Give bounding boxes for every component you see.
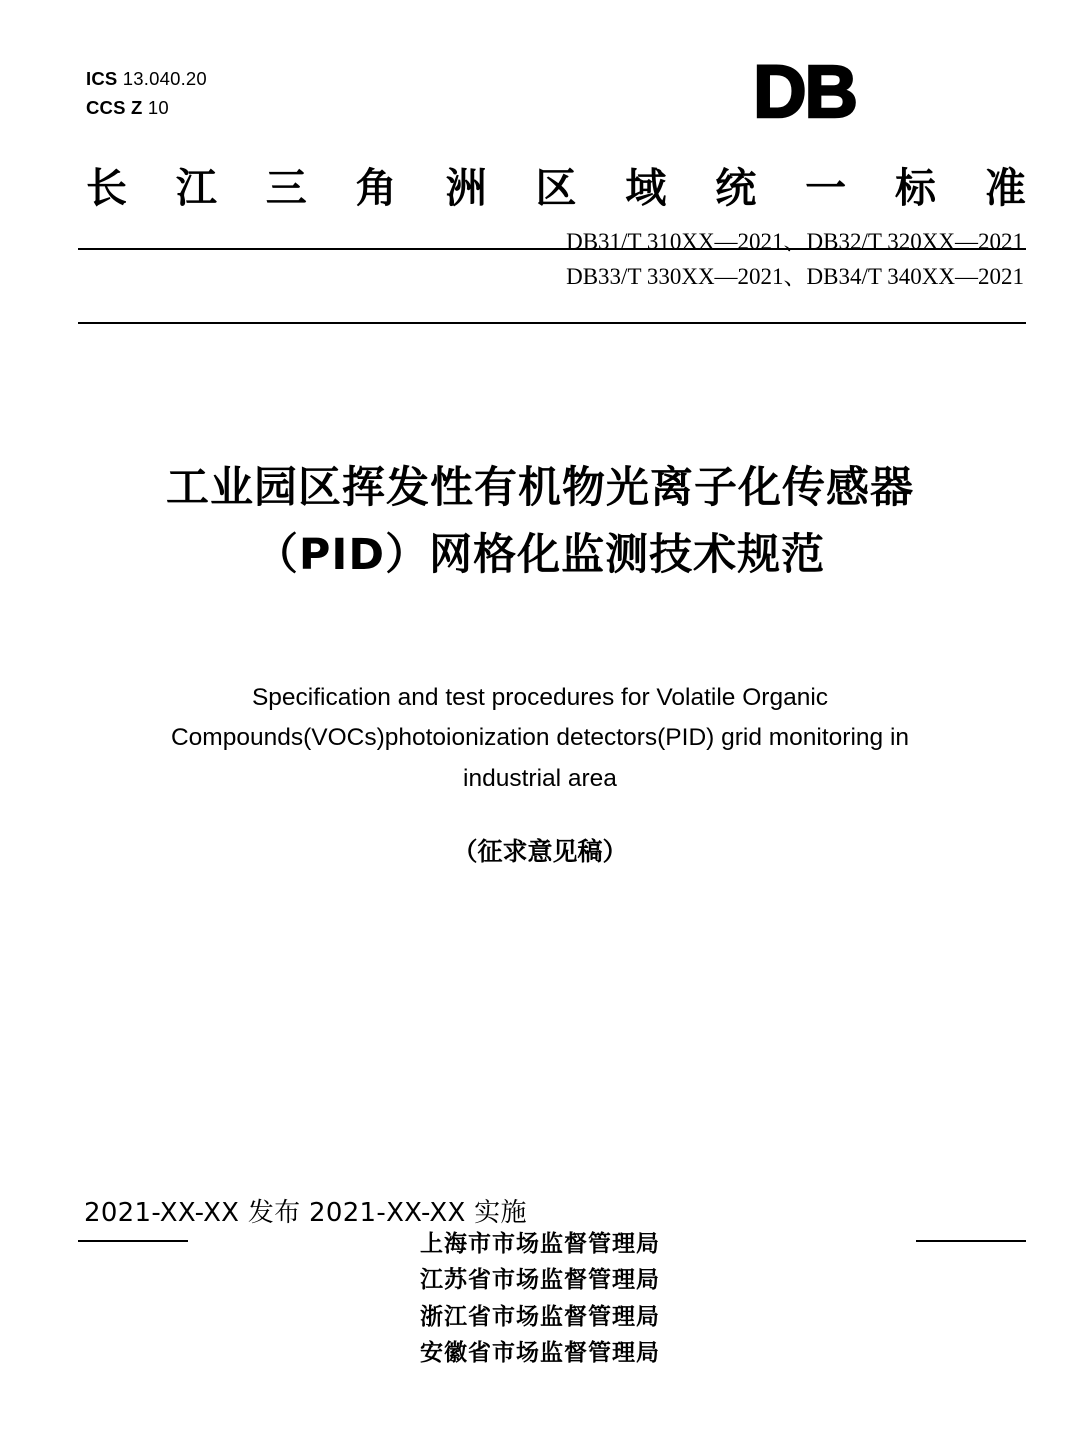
standard-type-char: 三 xyxy=(265,164,307,212)
ccs-code-line xyxy=(86,94,207,123)
standard-type-char: 准 xyxy=(984,164,1026,212)
standard-type-char: 标 xyxy=(895,164,937,212)
ics-value: 13.040.20 xyxy=(122,68,207,89)
page-title-line-1: 工业园区挥发性有机物光离子化传感器 xyxy=(166,463,914,513)
standard-type-char: 统 xyxy=(715,164,757,212)
english-title xyxy=(110,678,970,799)
draft-status-note: （征求意见稿） xyxy=(452,837,628,866)
page-title-line-2: （PID）网格化监测技术规范 xyxy=(254,529,826,580)
standard-type-char: 域 xyxy=(625,164,667,212)
standard-type-title xyxy=(86,155,1026,214)
issuer-item: 上海市市场监督管理局 xyxy=(420,1231,660,1257)
english-title-line-2: Compounds(VOCs)photoionization detectors(PID) grid monitoring in xyxy=(170,724,910,752)
standard-type-char: 长 xyxy=(86,164,127,212)
publication-dates: 2021-XX-XX 发布 2021-XX-XX 实施 xyxy=(84,1198,527,1228)
english-title-line-1: Specification and test procedures for Volatile Organic xyxy=(251,684,829,711)
standard-type-char: 洲 xyxy=(445,164,487,212)
issuer-item: 江苏省市场监督管理局 xyxy=(420,1267,660,1294)
classification-codes xyxy=(86,65,207,122)
header-divider-bottom xyxy=(78,322,1026,324)
issuing-authorities xyxy=(0,1226,1080,1371)
standard-type-char: 江 xyxy=(175,164,217,212)
ics-label: ICS xyxy=(86,68,118,89)
standard-type-char: 区 xyxy=(535,164,577,212)
standard-number-line-1: DB31/T 310XX—2021、DB32/T 320XX—2021 xyxy=(566,229,1024,254)
english-title-line-3: industrial area xyxy=(463,764,617,792)
issuer-item: 浙江省市场监督管理局 xyxy=(420,1303,660,1330)
db-logo: DB xyxy=(753,50,856,133)
standard-type-char: 角 xyxy=(355,164,397,212)
standard-number-line-2: DB33/T 330XX—2021、DB34/T 340XX—2021 xyxy=(566,263,1024,289)
header-divider-top xyxy=(78,248,1026,250)
ccs-value: 10 xyxy=(147,96,169,118)
page-title xyxy=(0,455,1080,588)
ccs-label: CCS Z xyxy=(86,96,143,118)
issuer-item: 安徽省市场监督管理局 xyxy=(420,1339,660,1366)
ics-code-line xyxy=(86,65,207,94)
standard-type-char: 一 xyxy=(805,164,847,212)
standard-number-block xyxy=(566,225,1024,294)
